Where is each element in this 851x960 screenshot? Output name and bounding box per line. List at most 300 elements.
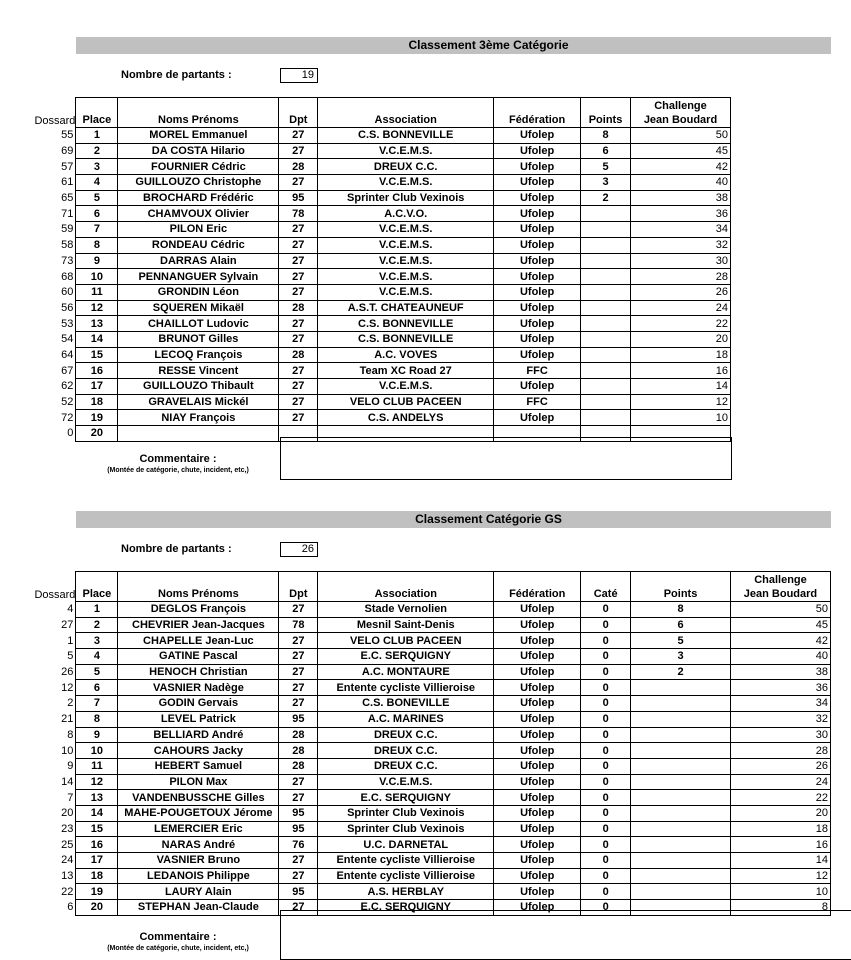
- table-row: [0, 394, 731, 410]
- table-row: [0, 175, 731, 191]
- cell-cate: 0: [581, 774, 631, 790]
- cell-challenge: 50: [730, 602, 830, 618]
- cell-dpt: 27: [279, 128, 318, 144]
- cell-nom: CHEVRIER Jean-Jacques: [118, 617, 279, 633]
- cell-place: 5: [76, 664, 118, 680]
- cell-place: 12: [76, 300, 118, 316]
- cell-association: VELO CLUB PACEEN: [318, 394, 494, 410]
- cell-cate: 0: [581, 602, 631, 618]
- cell-federation: Ufolep: [494, 602, 581, 618]
- table-row: [0, 602, 831, 618]
- table-row: [0, 727, 831, 743]
- header-points: Points: [631, 572, 731, 602]
- cell-dossard: 12: [61, 681, 74, 694]
- cell-place: 8: [76, 711, 118, 727]
- header-challenge: [730, 572, 830, 602]
- cell-place: 15: [76, 347, 118, 363]
- cell-place: 18: [76, 868, 118, 884]
- cell-challenge: 18: [730, 821, 830, 837]
- cell-challenge: 40: [730, 649, 830, 665]
- cell-cate: 0: [581, 680, 631, 696]
- cell-dpt: 27: [279, 253, 318, 269]
- cell-cate: 0: [581, 696, 631, 712]
- cell-federation: Ufolep: [494, 790, 581, 806]
- cell-association: A.S.T. CHATEAUNEUF: [318, 300, 494, 316]
- section2-title: Classement Catégorie GS: [76, 511, 831, 528]
- cell-association: V.C.E.M.S.: [318, 379, 494, 395]
- cell-association: Sprinter Club Vexinois: [318, 805, 494, 821]
- cell-dpt: 27: [279, 680, 318, 696]
- cell-points: [631, 868, 731, 884]
- cell-association: E.C. SERQUIGNY: [318, 900, 494, 916]
- cell-dossard: 14: [61, 775, 74, 788]
- cell-place: 13: [76, 790, 118, 806]
- table-row: [0, 316, 731, 332]
- table-row: [0, 664, 831, 680]
- cell-dpt: 27: [279, 143, 318, 159]
- cell-association: DREUX C.C.: [318, 758, 494, 774]
- cell-dossard: 54: [61, 333, 74, 346]
- cell-nom: CHAMVOUX Olivier: [118, 206, 279, 222]
- cell-association: DREUX C.C.: [318, 727, 494, 743]
- cell-challenge: 8: [730, 900, 830, 916]
- cell-dpt: 95: [279, 190, 318, 206]
- header-cate: Caté: [581, 572, 631, 602]
- cell-points: 6: [631, 617, 731, 633]
- cell-dossard: 25: [61, 838, 74, 851]
- cell-place: 6: [76, 680, 118, 696]
- cell-federation: Ufolep: [494, 222, 581, 238]
- cell-dpt: 27: [279, 790, 318, 806]
- cell-dossard: 7: [67, 791, 74, 804]
- cell-association: A.C. VOVES: [318, 347, 494, 363]
- cell-nom: CHAPELLE Jean-Luc: [118, 633, 279, 649]
- table-row: [0, 617, 831, 633]
- cell-nom: DARRAS Alain: [118, 253, 279, 269]
- cell-federation: Ufolep: [494, 300, 581, 316]
- section2-comment-box[interactable]: [280, 910, 851, 960]
- cell-place: 17: [76, 379, 118, 395]
- cell-federation: Ufolep: [494, 680, 581, 696]
- cell-dossard: 5: [67, 650, 74, 663]
- header-federation: Fédération: [494, 98, 581, 128]
- cell-dossard: 24: [61, 854, 74, 867]
- cell-federation: Ufolep: [494, 331, 581, 347]
- cell-federation: Ufolep: [494, 206, 581, 222]
- cell-dossard: 69: [61, 145, 74, 158]
- cell-dpt: 27: [279, 363, 318, 379]
- cell-dossard: 21: [61, 713, 74, 726]
- cell-points: [631, 774, 731, 790]
- cell-dossard: 2: [67, 697, 74, 710]
- cell-association: C.S. ANDELYS: [318, 410, 494, 426]
- cell-place: 9: [76, 253, 118, 269]
- cell-association: A.C.V.O.: [318, 206, 494, 222]
- table-row: [0, 284, 731, 300]
- cell-dpt: 27: [279, 900, 318, 916]
- cell-nom: FOURNIER Cédric: [118, 159, 279, 175]
- section1-comment-label-block: [78, 453, 278, 474]
- cell-dossard: 59: [61, 223, 74, 236]
- table-row: [0, 633, 831, 649]
- cell-dossard: 56: [61, 301, 74, 314]
- cell-cate: 0: [581, 868, 631, 884]
- cell-dpt: 27: [279, 394, 318, 410]
- cell-dossard: 20: [61, 807, 74, 820]
- cell-place: 11: [76, 284, 118, 300]
- cell-points: 2: [581, 190, 631, 206]
- cell-place: 7: [76, 222, 118, 238]
- cell-dpt: 27: [279, 410, 318, 426]
- cell-association: U.C. DARNETAL: [318, 837, 494, 853]
- cell-dpt: 28: [279, 743, 318, 759]
- cell-nom: DEGLOS François: [118, 602, 279, 618]
- header-challenge: [631, 98, 731, 128]
- cell-association: A.C. MARINES: [318, 711, 494, 727]
- cell-points: 6: [581, 143, 631, 159]
- cell-nom: MAHE-POUGETOUX Jérome: [118, 805, 279, 821]
- cell-federation: Ufolep: [494, 316, 581, 332]
- section2-comment-sub: (Montée de catégorie, chute, incident, etc,): [107, 945, 249, 952]
- cell-dpt: 28: [279, 159, 318, 175]
- cell-dpt: 27: [279, 602, 318, 618]
- cell-dpt: 27: [279, 664, 318, 680]
- table-row: [0, 758, 831, 774]
- cell-challenge: 45: [730, 617, 830, 633]
- cell-federation: Ufolep: [494, 884, 581, 900]
- cell-dossard: 1: [67, 634, 74, 647]
- cell-cate: 0: [581, 884, 631, 900]
- table-row: [0, 649, 831, 665]
- cell-dossard: 60: [61, 286, 74, 299]
- cell-dossard: 53: [61, 317, 74, 330]
- cell-dpt: 28: [279, 727, 318, 743]
- cell-association: V.C.E.M.S.: [318, 269, 494, 285]
- cell-association: Sprinter Club Vexinois: [318, 190, 494, 206]
- cell-dpt: 28: [279, 300, 318, 316]
- cell-nom: GODIN Gervais: [118, 696, 279, 712]
- table-row: [0, 159, 731, 175]
- cell-cate: 0: [581, 853, 631, 869]
- cell-challenge: 40: [631, 175, 731, 191]
- cell-dossard: 4: [67, 603, 74, 616]
- cell-place: 4: [76, 175, 118, 191]
- cell-federation: Ufolep: [494, 269, 581, 285]
- cell-association: Sprinter Club Vexinois: [318, 821, 494, 837]
- table-row: [0, 206, 731, 222]
- cell-place: 2: [76, 143, 118, 159]
- cell-association: Entente cycliste Villieroise: [318, 680, 494, 696]
- cell-place: 8: [76, 237, 118, 253]
- cell-federation: Ufolep: [494, 190, 581, 206]
- table-row: [0, 143, 731, 159]
- cell-association: V.C.E.M.S.: [318, 175, 494, 191]
- cell-points: [631, 821, 731, 837]
- cell-dossard: 73: [61, 254, 74, 267]
- cell-association: E.C. SERQUIGNY: [318, 649, 494, 665]
- cell-federation: Ufolep: [494, 837, 581, 853]
- cell-nom: NARAS André: [118, 837, 279, 853]
- cell-points: [631, 711, 731, 727]
- cell-federation: Ufolep: [494, 617, 581, 633]
- cell-dpt: 27: [279, 633, 318, 649]
- section1-partants-value: 19: [280, 68, 318, 83]
- cell-points: [581, 379, 631, 395]
- cell-nom: LAURY Alain: [118, 884, 279, 900]
- section1-table: [0, 97, 731, 442]
- cell-federation: Ufolep: [494, 649, 581, 665]
- table-row: [0, 269, 731, 285]
- cell-association: Entente cycliste Villieroise: [318, 853, 494, 869]
- cell-dpt: 27: [279, 269, 318, 285]
- cell-place: 3: [76, 633, 118, 649]
- cell-place: 7: [76, 696, 118, 712]
- cell-challenge: 24: [730, 774, 830, 790]
- cell-cate: 0: [581, 727, 631, 743]
- cell-association: A.S. HERBLAY: [318, 884, 494, 900]
- cell-dpt: 27: [279, 774, 318, 790]
- cell-nom: BROCHARD Frédéric: [118, 190, 279, 206]
- cell-association: Team XC Road 27: [318, 363, 494, 379]
- cell-place: 10: [76, 269, 118, 285]
- cell-federation: Ufolep: [494, 410, 581, 426]
- cell-points: [581, 222, 631, 238]
- cell-association: V.C.E.M.S.: [318, 774, 494, 790]
- cell-points: [581, 300, 631, 316]
- cell-nom: GRONDIN Léon: [118, 284, 279, 300]
- cell-challenge: 20: [631, 331, 731, 347]
- cell-association: V.C.E.M.S.: [318, 222, 494, 238]
- cell-federation: Ufolep: [494, 379, 581, 395]
- cell-points: [631, 680, 731, 696]
- cell-nom: PILON Max: [118, 774, 279, 790]
- section2-comment-label: Commentaire :: [139, 931, 217, 943]
- cell-place: 16: [76, 363, 118, 379]
- cell-federation: Ufolep: [494, 633, 581, 649]
- cell-challenge: 34: [730, 696, 830, 712]
- cell-dpt: 78: [279, 617, 318, 633]
- header-points: Points: [581, 98, 631, 128]
- cell-cate: 0: [581, 900, 631, 916]
- cell-nom: PILON Eric: [118, 222, 279, 238]
- cell-federation: Ufolep: [494, 758, 581, 774]
- cell-dossard: 71: [61, 207, 74, 220]
- cell-points: [581, 269, 631, 285]
- cell-place: 11: [76, 758, 118, 774]
- cell-federation: Ufolep: [494, 743, 581, 759]
- cell-dpt: 76: [279, 837, 318, 853]
- cell-federation: Ufolep: [494, 774, 581, 790]
- cell-points: [581, 410, 631, 426]
- cell-points: [581, 237, 631, 253]
- cell-place: 5: [76, 190, 118, 206]
- cell-challenge: 12: [730, 868, 830, 884]
- cell-dossard: 64: [61, 348, 74, 361]
- cell-cate: 0: [581, 649, 631, 665]
- cell-challenge: 26: [631, 284, 731, 300]
- cell-cate: 0: [581, 743, 631, 759]
- cell-dossard: 52: [61, 396, 74, 409]
- cell-place: 1: [76, 602, 118, 618]
- cell-federation: Ufolep: [494, 143, 581, 159]
- table-row: [0, 790, 831, 806]
- cell-dpt: 27: [279, 379, 318, 395]
- header-challenge-line1: Challenge: [754, 574, 807, 586]
- cell-challenge: 42: [730, 633, 830, 649]
- cell-place: 16: [76, 837, 118, 853]
- cell-nom: MOREL Emmanuel: [118, 128, 279, 144]
- header-dossard: Dossard: [34, 114, 76, 127]
- cell-association: V.C.E.M.S.: [318, 284, 494, 300]
- cell-points: [631, 805, 731, 821]
- cell-federation: Ufolep: [494, 696, 581, 712]
- cell-nom: SQUEREN Mikaël: [118, 300, 279, 316]
- section2-partants-value: 26: [280, 542, 318, 557]
- cell-points: [631, 743, 731, 759]
- cell-points: 3: [631, 649, 731, 665]
- cell-dossard: 22: [61, 885, 74, 898]
- cell-challenge: 36: [730, 680, 830, 696]
- cell-dossard: 67: [61, 364, 74, 377]
- cell-dpt: 78: [279, 206, 318, 222]
- cell-association: Stade Vernolien: [318, 602, 494, 618]
- cell-challenge: 28: [631, 269, 731, 285]
- cell-dossard: 13: [61, 870, 74, 883]
- cell-nom: STEPHAN Jean-Claude: [118, 900, 279, 916]
- cell-association: E.C. SERQUIGNY: [318, 790, 494, 806]
- cell-place: 17: [76, 853, 118, 869]
- section1-comment-box[interactable]: [280, 437, 732, 480]
- cell-association: V.C.E.M.S.: [318, 143, 494, 159]
- cell-challenge: 28: [730, 743, 830, 759]
- cell-nom: GUILLOUZO Christophe: [118, 175, 279, 191]
- header-place: Place: [76, 98, 118, 128]
- cell-place: 4: [76, 649, 118, 665]
- cell-association: VELO CLUB PACEEN: [318, 633, 494, 649]
- cell-dpt: 95: [279, 805, 318, 821]
- cell-dpt: 27: [279, 316, 318, 332]
- cell-federation: Ufolep: [494, 284, 581, 300]
- cell-points: [631, 884, 731, 900]
- cell-federation: Ufolep: [494, 853, 581, 869]
- table-row: [0, 884, 831, 900]
- cell-points: [581, 206, 631, 222]
- cell-dossard: 27: [61, 619, 74, 632]
- cell-dpt: 28: [279, 758, 318, 774]
- table-row: [0, 237, 731, 253]
- table-row: [0, 743, 831, 759]
- cell-federation: FFC: [494, 394, 581, 410]
- cell-nom: HEBERT Samuel: [118, 758, 279, 774]
- cell-dossard: 8: [67, 728, 74, 741]
- cell-federation: Ufolep: [494, 805, 581, 821]
- cell-points: [631, 727, 731, 743]
- cell-challenge: 16: [631, 363, 731, 379]
- table-row: [0, 680, 831, 696]
- header-noms: Noms Prénoms: [118, 572, 279, 602]
- cell-dossard: 68: [61, 270, 74, 283]
- cell-nom: VASNIER Nadège: [118, 680, 279, 696]
- header-dossard: Dossard: [34, 588, 76, 601]
- cell-challenge: 14: [631, 379, 731, 395]
- cell-cate: 0: [581, 821, 631, 837]
- header-association: Association: [318, 572, 494, 602]
- cell-association: Entente cycliste Villieroise: [318, 868, 494, 884]
- cell-challenge: 12: [631, 394, 731, 410]
- cell-points: 5: [631, 633, 731, 649]
- cell-challenge: 10: [631, 410, 731, 426]
- cell-place: 2: [76, 617, 118, 633]
- cell-dpt: 95: [279, 711, 318, 727]
- table-row: [0, 331, 731, 347]
- cell-place: 15: [76, 821, 118, 837]
- cell-dpt: 27: [279, 853, 318, 869]
- cell-challenge: 45: [631, 143, 731, 159]
- table-row: [0, 774, 831, 790]
- cell-challenge: 36: [631, 206, 731, 222]
- cell-place: 13: [76, 316, 118, 332]
- cell-points: [631, 790, 731, 806]
- cell-points: [581, 316, 631, 332]
- cell-challenge: 14: [730, 853, 830, 869]
- cell-place: 1: [76, 128, 118, 144]
- cell-nom: VANDENBUSSCHE Gilles: [118, 790, 279, 806]
- table-row: [0, 347, 731, 363]
- cell-dossard: 61: [61, 176, 74, 189]
- cell-nom: LEVEL Patrick: [118, 711, 279, 727]
- cell-federation: FFC: [494, 363, 581, 379]
- cell-nom: VASNIER Bruno: [118, 853, 279, 869]
- header-challenge-line2: Jean Boudard: [743, 588, 818, 600]
- cell-federation: Ufolep: [494, 711, 581, 727]
- table-row: [0, 128, 731, 144]
- cell-points: [581, 363, 631, 379]
- cell-nom: RONDEAU Cédric: [118, 237, 279, 253]
- cell-nom: NIAY François: [118, 410, 279, 426]
- cell-points: 8: [581, 128, 631, 144]
- cell-association: V.C.E.M.S.: [318, 237, 494, 253]
- cell-points: [581, 253, 631, 269]
- section2-partants-label: Nombre de partants :: [121, 543, 232, 555]
- cell-place: 12: [76, 774, 118, 790]
- cell-points: 5: [581, 159, 631, 175]
- cell-challenge: 26: [730, 758, 830, 774]
- cell-nom: LEMERCIER Eric: [118, 821, 279, 837]
- section1-partants-label: Nombre de partants :: [121, 69, 232, 81]
- cell-nom: CAHOURS Jacky: [118, 743, 279, 759]
- cell-nom: BELLIARD André: [118, 727, 279, 743]
- cell-points: [631, 853, 731, 869]
- table-row: [0, 190, 731, 206]
- cell-challenge: 20: [730, 805, 830, 821]
- cell-dpt: 27: [279, 284, 318, 300]
- cell-challenge: 22: [730, 790, 830, 806]
- cell-federation: Ufolep: [494, 128, 581, 144]
- cell-dossard: 6: [67, 901, 74, 914]
- section2-comment-label-block: [78, 931, 278, 952]
- cell-association: A.C. MONTAURE: [318, 664, 494, 680]
- header-noms: Noms Prénoms: [118, 98, 279, 128]
- cell-dossard: 23: [61, 822, 74, 835]
- cell-dpt: 28: [279, 347, 318, 363]
- cell-points: 2: [631, 664, 731, 680]
- cell-dpt: 27: [279, 222, 318, 238]
- cell-challenge: 38: [631, 190, 731, 206]
- cell-dpt: 27: [279, 868, 318, 884]
- cell-nom: RESSE Vincent: [118, 363, 279, 379]
- table-row: [0, 222, 731, 238]
- cell-place: 6: [76, 206, 118, 222]
